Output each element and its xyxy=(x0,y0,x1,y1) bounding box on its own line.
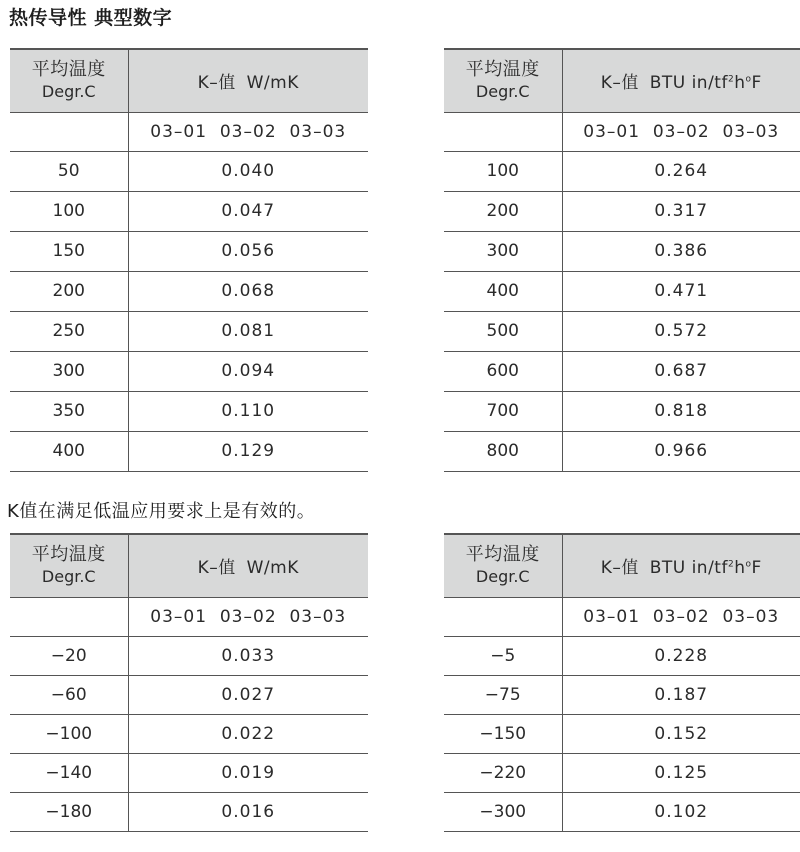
temp-column-header xyxy=(10,49,128,112)
table-row xyxy=(10,675,368,714)
k-value-cell: 0.966 xyxy=(562,431,800,471)
k-table-btu-high xyxy=(444,48,800,472)
table-row xyxy=(10,792,368,831)
grades-cell: 03–01 03–02 03–03 xyxy=(128,112,368,151)
k-unit-sup: o xyxy=(745,559,752,570)
k-unit-sup: o xyxy=(745,74,752,85)
page-title: 热传导性 典型数字 xyxy=(9,7,173,29)
temp-cell: −20 xyxy=(10,636,128,675)
table-row xyxy=(10,753,368,792)
grades-cell: 03–01 03–02 03–03 xyxy=(128,597,368,636)
k-value-cell: 0.047 xyxy=(128,191,368,231)
table-row xyxy=(10,311,368,351)
k-unit: W/mK xyxy=(246,73,299,94)
temp-cell: −140 xyxy=(10,753,128,792)
temp-cell: 350 xyxy=(10,391,128,431)
k-value-cell: 0.129 xyxy=(128,431,368,471)
temp-cell: −5 xyxy=(444,636,562,675)
temp-cell: 150 xyxy=(10,231,128,271)
temp-unit-label: Degr.C xyxy=(41,81,96,101)
k-value-cell: 0.228 xyxy=(562,636,800,675)
table-row xyxy=(10,191,368,231)
temp-cell: 500 xyxy=(444,311,562,351)
grades-row xyxy=(444,112,800,151)
k-value-cell: 0.386 xyxy=(562,231,800,271)
table-row xyxy=(444,636,800,675)
temp-cell: −300 xyxy=(444,792,562,831)
k-value-cell: 0.317 xyxy=(562,191,800,231)
temp-cell: −60 xyxy=(10,675,128,714)
temp-cell: 700 xyxy=(444,391,562,431)
grades-row xyxy=(10,597,368,636)
k-value-cell: 0.027 xyxy=(128,675,368,714)
temp-cell: 50 xyxy=(10,151,128,191)
grades-blank-cell xyxy=(444,112,562,151)
k-unit-part: h xyxy=(734,558,746,579)
table-row xyxy=(444,753,800,792)
k-table-wmk-low xyxy=(10,533,368,832)
k-unit xyxy=(650,73,762,93)
grades-blank-cell xyxy=(10,112,128,151)
k-value-cell: 0.572 xyxy=(562,311,800,351)
table-row xyxy=(10,391,368,431)
grades-cell: 03–01 03–02 03–03 xyxy=(562,112,800,151)
table-row xyxy=(444,271,800,311)
table-header-row xyxy=(10,49,368,112)
temp-cell: 200 xyxy=(444,191,562,231)
temp-cell: −150 xyxy=(444,714,562,753)
temp-cell: −100 xyxy=(10,714,128,753)
temp-cell: −75 xyxy=(444,675,562,714)
k-unit-part: BTU in/tf xyxy=(649,73,728,94)
temp-cell: 400 xyxy=(444,271,562,311)
grades-blank-cell xyxy=(10,597,128,636)
k-table-wmk-high xyxy=(10,48,368,472)
temp-cell: 400 xyxy=(10,431,128,471)
temp-header-label: 平均温度 xyxy=(31,58,106,80)
k-unit-sup: 2 xyxy=(727,559,735,570)
table-row xyxy=(10,431,368,471)
k-value-cell: 0.081 xyxy=(128,311,368,351)
k-unit-part: BTU in/tf xyxy=(649,558,728,579)
temp-unit-label: Degr.C xyxy=(475,566,530,586)
table-row xyxy=(10,351,368,391)
temp-unit-label: Degr.C xyxy=(41,566,96,586)
k-value-cell: 0.094 xyxy=(128,351,368,391)
table-row xyxy=(10,271,368,311)
table-row xyxy=(444,351,800,391)
temp-cell: 300 xyxy=(10,351,128,391)
table-row xyxy=(444,151,800,191)
table-row xyxy=(444,714,800,753)
k-column-header xyxy=(128,49,368,112)
grades-row xyxy=(444,597,800,636)
table-header-row xyxy=(444,534,800,597)
grades-row xyxy=(10,112,368,151)
low-temp-note: K值在满足低温应用要求上是有效的。 xyxy=(7,501,316,522)
temp-header-label: 平均温度 xyxy=(31,543,106,565)
k-value-cell: 0.040 xyxy=(128,151,368,191)
temp-column-header xyxy=(444,49,562,112)
temp-cell: 200 xyxy=(10,271,128,311)
temp-column-header xyxy=(444,534,562,597)
k-unit-sup: 2 xyxy=(727,74,735,85)
temp-cell: 100 xyxy=(10,191,128,231)
k-table-btu-low xyxy=(444,533,800,832)
k-value-cell: 0.187 xyxy=(562,675,800,714)
table-row xyxy=(444,191,800,231)
table-row xyxy=(10,714,368,753)
k-column-header xyxy=(562,534,800,597)
table-row xyxy=(10,231,368,271)
table-row xyxy=(444,675,800,714)
k-unit-part: h xyxy=(734,73,746,94)
k-label: K–值 xyxy=(600,73,639,94)
temp-header-label: 平均温度 xyxy=(465,58,540,80)
k-value-cell: 0.019 xyxy=(128,753,368,792)
table-row xyxy=(444,391,800,431)
k-value-cell: 0.056 xyxy=(128,231,368,271)
k-value-cell: 0.102 xyxy=(562,792,800,831)
temp-cell: −220 xyxy=(444,753,562,792)
k-value-cell: 0.110 xyxy=(128,391,368,431)
temp-cell: −180 xyxy=(10,792,128,831)
temp-cell: 300 xyxy=(444,231,562,271)
k-unit xyxy=(650,558,762,578)
k-value-cell: 0.471 xyxy=(562,271,800,311)
k-column-header xyxy=(128,534,368,597)
k-label: K–值 xyxy=(197,73,236,94)
k-value-cell: 0.152 xyxy=(562,714,800,753)
table-row xyxy=(10,636,368,675)
table-row xyxy=(444,792,800,831)
k-column-header xyxy=(562,49,800,112)
k-value-cell: 0.687 xyxy=(562,351,800,391)
temp-cell: 600 xyxy=(444,351,562,391)
table-header-row xyxy=(444,49,800,112)
table-row xyxy=(10,151,368,191)
k-unit-part: F xyxy=(751,558,762,579)
k-value-cell: 0.016 xyxy=(128,792,368,831)
temp-cell: 100 xyxy=(444,151,562,191)
table-header-row xyxy=(10,534,368,597)
k-value-cell: 0.033 xyxy=(128,636,368,675)
grades-cell: 03–01 03–02 03–03 xyxy=(562,597,800,636)
k-label: K–值 xyxy=(600,558,639,579)
k-value-cell: 0.125 xyxy=(562,753,800,792)
k-value-cell: 0.264 xyxy=(562,151,800,191)
k-label: K–值 xyxy=(197,558,236,579)
temp-cell: 800 xyxy=(444,431,562,471)
k-value-cell: 0.022 xyxy=(128,714,368,753)
temp-column-header xyxy=(10,534,128,597)
temp-cell: 250 xyxy=(10,311,128,351)
table-row xyxy=(444,231,800,271)
grades-blank-cell xyxy=(444,597,562,636)
table-row xyxy=(444,431,800,471)
k-unit: W/mK xyxy=(246,558,299,579)
temp-header-label: 平均温度 xyxy=(465,543,540,565)
temp-unit-label: Degr.C xyxy=(475,81,530,101)
table-row xyxy=(444,311,800,351)
k-value-cell: 0.818 xyxy=(562,391,800,431)
k-unit-part: F xyxy=(751,73,762,94)
k-value-cell: 0.068 xyxy=(128,271,368,311)
